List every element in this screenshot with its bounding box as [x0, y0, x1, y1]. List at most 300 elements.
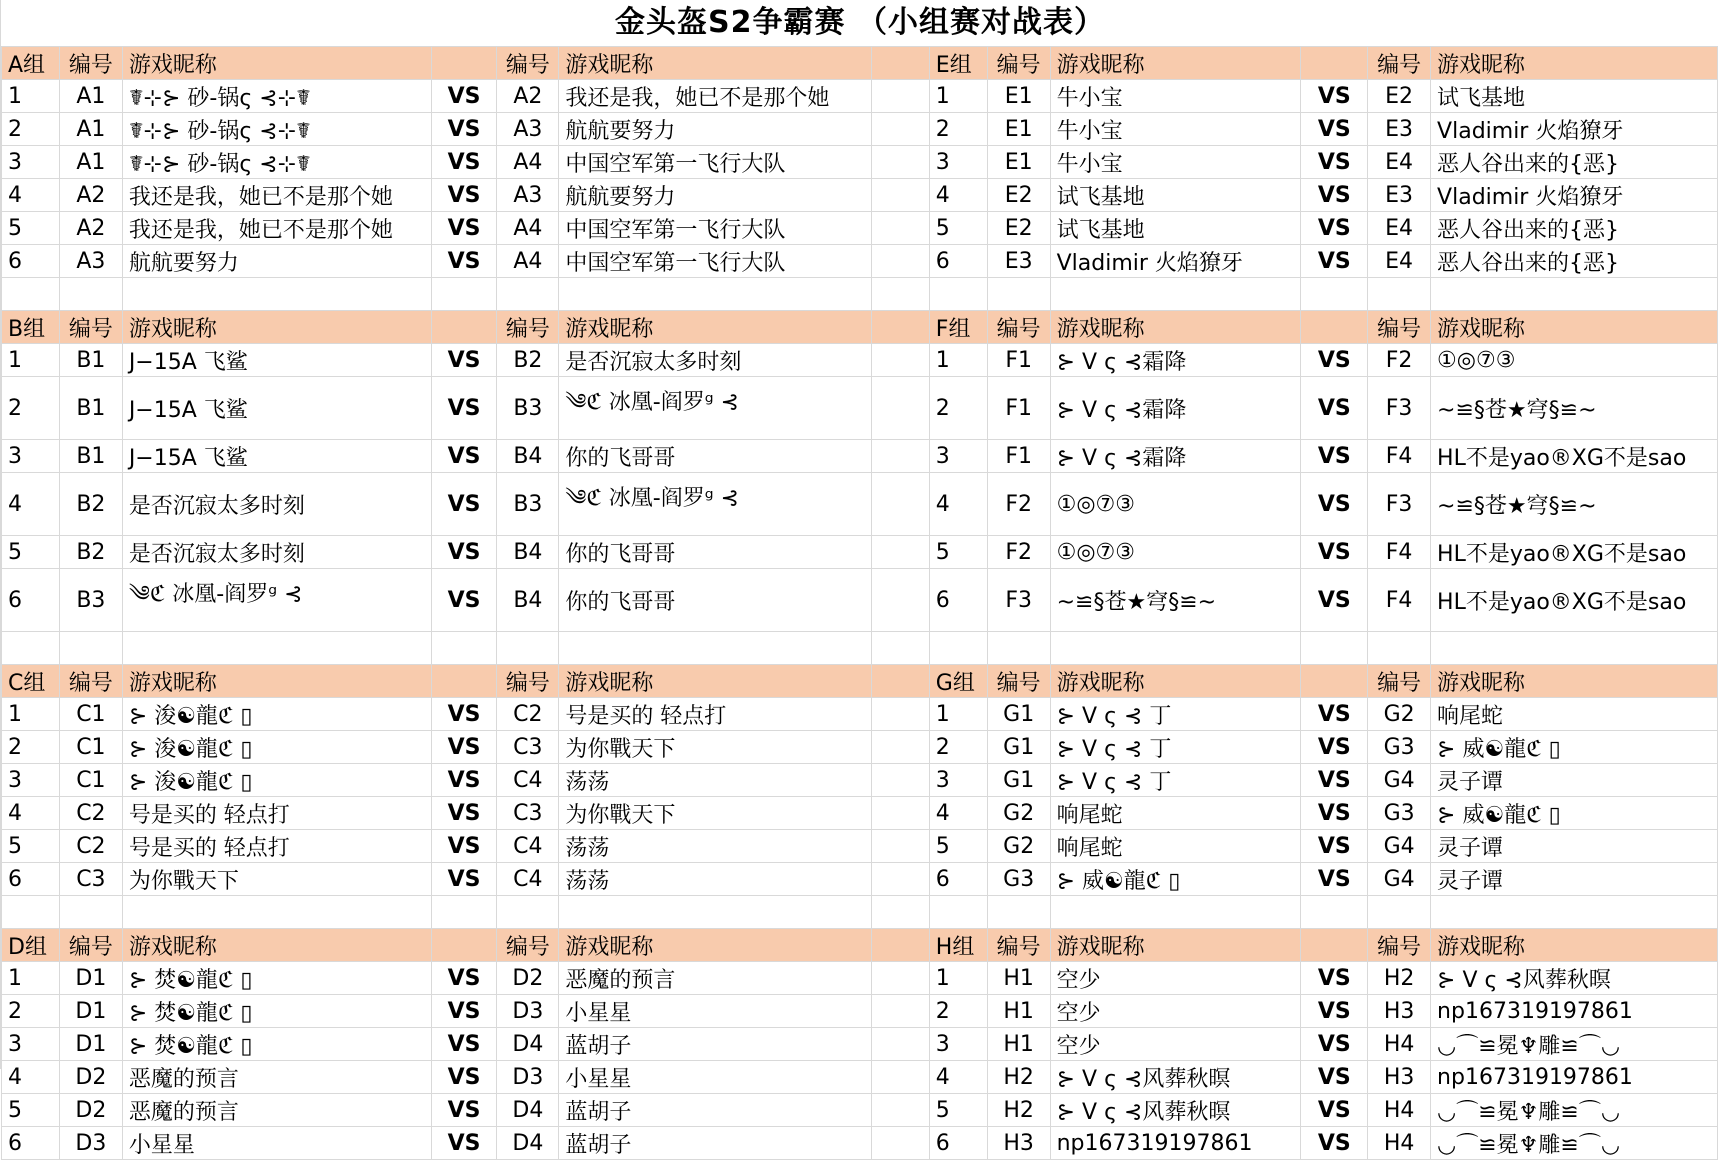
match-row [2, 212, 1718, 245]
vs-label: VS [1301, 764, 1368, 797]
vs-label: VS [431, 113, 497, 146]
match-number: 2 [929, 731, 987, 764]
empty-cell [431, 896, 497, 929]
header-nickname: 游戏昵称 [1431, 311, 1718, 344]
gap-cell [872, 731, 930, 764]
empty-cell [2, 632, 60, 665]
player-b-name: 灵子谭 [1431, 830, 1718, 863]
vs-label: VS [431, 377, 497, 440]
match-row [2, 80, 1718, 113]
player-b-name: 小星星 [559, 1061, 872, 1094]
vs-label: VS [431, 830, 497, 863]
match-number: 3 [2, 764, 60, 797]
player-a-name: 为你戰天下 [122, 863, 431, 896]
gap-cell [872, 698, 930, 731]
player-b-name: 恶人谷出来的{恶} [1431, 245, 1718, 278]
player-b-code: D4 [497, 1028, 559, 1061]
player-a-name: 航航要努力 [122, 245, 431, 278]
empty-cell [929, 632, 987, 665]
player-b-code: D3 [497, 995, 559, 1028]
player-a-name: 空少 [1050, 1028, 1301, 1061]
group-header-row [2, 665, 1718, 698]
header-code: 编号 [1368, 311, 1431, 344]
player-b-name: 航航要努力 [559, 113, 872, 146]
player-b-name: ◡⌒≌冕♆雕≌⌒◡ [1431, 1094, 1718, 1127]
header-blank [431, 47, 497, 80]
player-a-code: E1 [987, 113, 1050, 146]
player-b-code: F4 [1368, 569, 1431, 632]
player-a-code: E2 [987, 179, 1050, 212]
player-b-code: B4 [497, 440, 559, 473]
player-b-name: np167319197861 [1431, 995, 1718, 1028]
empty-cell [431, 278, 497, 311]
vs-label: VS [431, 962, 497, 995]
empty-cell [559, 278, 872, 311]
player-b-code: D3 [497, 1061, 559, 1094]
match-number: 1 [929, 344, 987, 377]
match-row [2, 440, 1718, 473]
header-nickname: 游戏昵称 [122, 311, 431, 344]
player-a-name: ⊱ V ς ⊰风葬秋暝 [1050, 1061, 1301, 1094]
player-a-name: J−15A 飞鲨 [122, 344, 431, 377]
player-a-name: ①◎⑦③ [1050, 473, 1301, 536]
player-b-code: F2 [1368, 344, 1431, 377]
gap-cell [872, 962, 930, 995]
player-b-name: 为你戰天下 [559, 731, 872, 764]
player-b-code: G2 [1368, 698, 1431, 731]
vs-label: VS [1301, 536, 1368, 569]
player-a-name: ⊱ V ς ⊰霜降 [1050, 344, 1301, 377]
player-a-code: D1 [59, 962, 122, 995]
player-b-code: E4 [1368, 212, 1431, 245]
player-b-name: HL不是yao®XG不是sao [1431, 569, 1718, 632]
vs-label: VS [431, 473, 497, 536]
player-a-code: B3 [59, 569, 122, 632]
gap-cell [872, 146, 930, 179]
match-number: 3 [929, 440, 987, 473]
player-b-code: C4 [497, 863, 559, 896]
gap-cell [872, 47, 930, 80]
player-b-name: 响尾蛇 [1431, 698, 1718, 731]
match-row [2, 731, 1718, 764]
match-number: 2 [2, 995, 60, 1028]
player-a-code: B1 [59, 377, 122, 440]
player-a-code: C2 [59, 797, 122, 830]
header-code: 编号 [987, 665, 1050, 698]
player-a-code: B2 [59, 473, 122, 536]
gap-cell [872, 995, 930, 1028]
player-b-name: 号是买的 轻点打 [559, 698, 872, 731]
player-b-name: ◡⌒≌冕♆雕≌⌒◡ [1431, 1028, 1718, 1061]
match-number: 3 [929, 1028, 987, 1061]
gap-cell [872, 536, 930, 569]
player-a-name: J−15A 飞鲨 [122, 440, 431, 473]
player-b-code: A4 [497, 245, 559, 278]
match-row [2, 1094, 1718, 1127]
vs-label: VS [1301, 698, 1368, 731]
match-row [2, 830, 1718, 863]
player-b-name: 你的飞哥哥 [559, 440, 872, 473]
player-b-code: C3 [497, 731, 559, 764]
match-number: 2 [929, 995, 987, 1028]
player-b-code: F4 [1368, 536, 1431, 569]
player-a-code: C1 [59, 698, 122, 731]
empty-cell [1050, 896, 1301, 929]
header-code: 编号 [1368, 47, 1431, 80]
match-number: 4 [929, 473, 987, 536]
player-b-code: A4 [497, 146, 559, 179]
player-a-name: 响尾蛇 [1050, 830, 1301, 863]
player-b-name: ⊱ V ς ⊰风葬秋暝 [1431, 962, 1718, 995]
gap-cell [872, 473, 930, 536]
spacer-row [2, 632, 1718, 665]
player-b-code: B3 [497, 473, 559, 536]
match-row [2, 962, 1718, 995]
empty-cell [1050, 278, 1301, 311]
player-a-name: 牛小宝 [1050, 146, 1301, 179]
player-b-code: C3 [497, 797, 559, 830]
match-row [2, 536, 1718, 569]
match-number: 4 [929, 797, 987, 830]
player-a-name: ⊱ V ς ⊰ 丁 [1050, 698, 1301, 731]
player-b-name: HL不是yao®XG不是sao [1431, 440, 1718, 473]
vs-label: VS [431, 1127, 497, 1160]
player-b-code: B4 [497, 536, 559, 569]
player-a-name: ༄ℭ 冰凰-阎罗ᵍ ⊰ [122, 569, 431, 632]
player-b-name: np167319197861 [1431, 1061, 1718, 1094]
match-number: 2 [2, 113, 60, 146]
match-row [2, 146, 1718, 179]
empty-cell [987, 896, 1050, 929]
vs-label: VS [431, 1028, 497, 1061]
player-a-code: F3 [987, 569, 1050, 632]
empty-cell [559, 896, 872, 929]
group-name: B组 [2, 311, 60, 344]
player-a-code: H1 [987, 1028, 1050, 1061]
header-blank [431, 929, 497, 962]
player-b-code: B2 [497, 344, 559, 377]
player-a-name: ⊱ V ς ⊰霜降 [1050, 377, 1301, 440]
match-row [2, 1028, 1718, 1061]
empty-cell [2, 278, 60, 311]
match-table [1, 46, 1718, 1160]
player-a-name: ⊱ 焚☯龍ℭ ▯ [122, 995, 431, 1028]
header-code: 编号 [987, 47, 1050, 80]
player-a-name: 试飞基地 [1050, 212, 1301, 245]
header-blank [1301, 311, 1368, 344]
player-b-code: E4 [1368, 245, 1431, 278]
player-a-name: 恶魔的预言 [122, 1061, 431, 1094]
match-number: 6 [929, 863, 987, 896]
vs-label: VS [431, 731, 497, 764]
player-a-name: 牛小宝 [1050, 80, 1301, 113]
gap-cell [872, 212, 930, 245]
player-b-name: 中国空军第一飞行大队 [559, 245, 872, 278]
match-number: 6 [929, 245, 987, 278]
gap-cell [872, 797, 930, 830]
player-a-code: A1 [59, 113, 122, 146]
player-b-name: ~≌§苍★穹§≌~ [1431, 473, 1718, 536]
player-a-code: H1 [987, 962, 1050, 995]
vs-label: VS [1301, 569, 1368, 632]
player-b-code: E2 [1368, 80, 1431, 113]
player-a-name: ⊱ 焚☯龍ℭ ▯ [122, 962, 431, 995]
empty-cell [1301, 632, 1368, 665]
match-number: 2 [2, 377, 60, 440]
player-a-code: D2 [59, 1061, 122, 1094]
match-row [2, 245, 1718, 278]
empty-cell [929, 896, 987, 929]
match-number: 6 [2, 1127, 60, 1160]
vs-label: VS [1301, 212, 1368, 245]
empty-cell [1050, 632, 1301, 665]
gap-cell [872, 440, 930, 473]
match-row [2, 1061, 1718, 1094]
match-number: 4 [2, 1061, 60, 1094]
gap-cell [872, 311, 930, 344]
header-nickname: 游戏昵称 [1431, 929, 1718, 962]
match-number: 1 [2, 344, 60, 377]
player-b-code: A3 [497, 113, 559, 146]
group-header-row [2, 311, 1718, 344]
vs-label: VS [1301, 80, 1368, 113]
player-b-name: 试飞基地 [1431, 80, 1718, 113]
header-nickname: 游戏昵称 [1050, 47, 1301, 80]
player-b-name: HL不是yao®XG不是sao [1431, 536, 1718, 569]
match-number: 2 [929, 113, 987, 146]
header-code: 编号 [497, 665, 559, 698]
vs-label: VS [1301, 797, 1368, 830]
vs-label: VS [1301, 731, 1368, 764]
player-a-code: A3 [59, 245, 122, 278]
player-a-code: C1 [59, 731, 122, 764]
header-nickname: 游戏昵称 [1431, 665, 1718, 698]
player-b-name: 为你戰天下 [559, 797, 872, 830]
player-b-code: E3 [1368, 179, 1431, 212]
match-number: 6 [929, 569, 987, 632]
player-b-name: 小星星 [559, 995, 872, 1028]
gap-cell [872, 1028, 930, 1061]
gap-cell [872, 1061, 930, 1094]
player-b-name: 荡荡 [559, 863, 872, 896]
player-b-name: ༄ℭ 冰凰-阎罗ᵍ ⊰ [559, 473, 872, 536]
vs-label: VS [1301, 179, 1368, 212]
player-b-name: 蓝胡子 [559, 1028, 872, 1061]
gap-cell [872, 863, 930, 896]
empty-cell [122, 896, 431, 929]
player-b-code: G3 [1368, 731, 1431, 764]
player-a-code: G1 [987, 764, 1050, 797]
player-b-code: H4 [1368, 1127, 1431, 1160]
player-b-code: H3 [1368, 995, 1431, 1028]
empty-cell [59, 896, 122, 929]
group-name: E组 [929, 47, 987, 80]
vs-label: VS [431, 146, 497, 179]
player-a-code: H3 [987, 1127, 1050, 1160]
player-a-code: E1 [987, 146, 1050, 179]
player-a-name: 牛小宝 [1050, 113, 1301, 146]
player-a-code: D3 [59, 1127, 122, 1160]
player-b-code: F4 [1368, 440, 1431, 473]
player-b-name: ⊱ 威☯龍ℭ ▯ [1431, 797, 1718, 830]
player-a-code: G2 [987, 797, 1050, 830]
match-number: 3 [2, 1028, 60, 1061]
match-row [2, 863, 1718, 896]
empty-cell [122, 278, 431, 311]
vs-label: VS [1301, 863, 1368, 896]
player-b-code: E3 [1368, 113, 1431, 146]
player-a-code: H2 [987, 1094, 1050, 1127]
vs-label: VS [1301, 146, 1368, 179]
player-a-name: ⊱ V ς ⊰ 丁 [1050, 764, 1301, 797]
player-a-name: 号是买的 轻点打 [122, 830, 431, 863]
header-code: 编号 [497, 311, 559, 344]
match-row [2, 797, 1718, 830]
player-a-code: G2 [987, 830, 1050, 863]
player-b-code: H4 [1368, 1028, 1431, 1061]
header-blank [431, 665, 497, 698]
match-number: 5 [929, 536, 987, 569]
empty-cell [987, 278, 1050, 311]
header-code: 编号 [1368, 665, 1431, 698]
match-number: 5 [929, 830, 987, 863]
header-nickname: 游戏昵称 [1050, 311, 1301, 344]
header-nickname: 游戏昵称 [559, 311, 872, 344]
player-b-name: Vladimir 火焰獠牙 [1431, 113, 1718, 146]
vs-label: VS [1301, 440, 1368, 473]
player-a-code: H1 [987, 995, 1050, 1028]
vs-label: VS [431, 569, 497, 632]
player-a-code: A2 [59, 179, 122, 212]
match-number: 6 [929, 1127, 987, 1160]
player-b-code: E4 [1368, 146, 1431, 179]
player-b-name: 恶魔的预言 [559, 962, 872, 995]
gap-cell [872, 245, 930, 278]
player-b-name: 中国空军第一飞行大队 [559, 146, 872, 179]
player-a-name: ~≌§苍★穹§≌~ [1050, 569, 1301, 632]
gap-cell [872, 344, 930, 377]
match-number: 3 [2, 146, 60, 179]
player-a-code: A2 [59, 212, 122, 245]
empty-cell [872, 632, 930, 665]
header-code: 编号 [59, 929, 122, 962]
match-number: 5 [2, 536, 60, 569]
player-a-code: B2 [59, 536, 122, 569]
header-code: 编号 [59, 47, 122, 80]
player-b-name: ①◎⑦③ [1431, 344, 1718, 377]
match-number: 3 [929, 146, 987, 179]
gap-cell [872, 1094, 930, 1127]
header-nickname: 游戏昵称 [559, 47, 872, 80]
player-a-code: F1 [987, 377, 1050, 440]
match-number: 3 [2, 440, 60, 473]
player-a-code: C2 [59, 830, 122, 863]
player-a-code: A1 [59, 146, 122, 179]
match-number: 2 [929, 377, 987, 440]
vs-label: VS [1301, 377, 1368, 440]
group-name: F组 [929, 311, 987, 344]
player-b-name: 灵子谭 [1431, 764, 1718, 797]
match-number: 6 [2, 245, 60, 278]
header-code: 编号 [987, 929, 1050, 962]
player-b-name: 我还是我，她已不是那个她 [559, 80, 872, 113]
player-a-code: A1 [59, 80, 122, 113]
vs-label: VS [431, 344, 497, 377]
player-b-name: 是否沉寂太多时刻 [559, 344, 872, 377]
player-a-name: ⊱ V ς ⊰ 丁 [1050, 731, 1301, 764]
player-a-name: ⊱ V ς ⊰风葬秋暝 [1050, 1094, 1301, 1127]
spacer-row [2, 278, 1718, 311]
match-number: 4 [929, 1061, 987, 1094]
vs-label: VS [431, 440, 497, 473]
player-a-name: 空少 [1050, 962, 1301, 995]
match-number: 1 [2, 80, 60, 113]
player-a-code: D2 [59, 1094, 122, 1127]
match-number: 1 [2, 698, 60, 731]
gap-cell [872, 764, 930, 797]
player-a-name: 恶魔的预言 [122, 1094, 431, 1127]
vs-label: VS [431, 245, 497, 278]
vs-label: VS [431, 764, 497, 797]
vs-label: VS [431, 212, 497, 245]
empty-cell [122, 632, 431, 665]
vs-label: VS [431, 863, 497, 896]
player-b-name: ⊱ 威☯龍ℭ ▯ [1431, 731, 1718, 764]
player-b-name: 恶人谷出来的{恶} [1431, 212, 1718, 245]
player-b-code: H3 [1368, 1061, 1431, 1094]
player-a-code: F2 [987, 473, 1050, 536]
player-a-code: C1 [59, 764, 122, 797]
match-row [2, 344, 1718, 377]
player-b-name: 蓝胡子 [559, 1127, 872, 1160]
match-row [2, 698, 1718, 731]
player-a-code: E1 [987, 80, 1050, 113]
player-b-code: B3 [497, 377, 559, 440]
match-number: 5 [929, 212, 987, 245]
player-a-name: 空少 [1050, 995, 1301, 1028]
player-a-name: 小星星 [122, 1127, 431, 1160]
vs-label: VS [431, 1094, 497, 1127]
empty-cell [1301, 896, 1368, 929]
header-nickname: 游戏昵称 [1050, 929, 1301, 962]
header-nickname: 游戏昵称 [559, 929, 872, 962]
player-b-code: G4 [1368, 764, 1431, 797]
vs-label: VS [1301, 1094, 1368, 1127]
player-b-name: ༄ℭ 冰凰-阎罗ᵍ ⊰ [559, 377, 872, 440]
player-b-code: C2 [497, 698, 559, 731]
empty-cell [1368, 278, 1431, 311]
player-a-code: D1 [59, 1028, 122, 1061]
player-a-name: J−15A 飞鲨 [122, 377, 431, 440]
player-a-code: E2 [987, 212, 1050, 245]
player-b-name: 荡荡 [559, 764, 872, 797]
match-number: 5 [2, 212, 60, 245]
match-number: 3 [929, 764, 987, 797]
vs-label: VS [1301, 995, 1368, 1028]
player-b-name: 荡荡 [559, 830, 872, 863]
empty-cell [59, 278, 122, 311]
empty-cell [1431, 632, 1718, 665]
vs-label: VS [431, 80, 497, 113]
player-a-code: F2 [987, 536, 1050, 569]
player-a-name: np167319197861 [1050, 1127, 1301, 1160]
player-a-name: 我还是我，她已不是那个她 [122, 212, 431, 245]
match-number: 5 [2, 1094, 60, 1127]
player-b-code: F3 [1368, 377, 1431, 440]
vs-label: VS [1301, 1028, 1368, 1061]
group-header-row [2, 47, 1718, 80]
player-b-code: G4 [1368, 863, 1431, 896]
